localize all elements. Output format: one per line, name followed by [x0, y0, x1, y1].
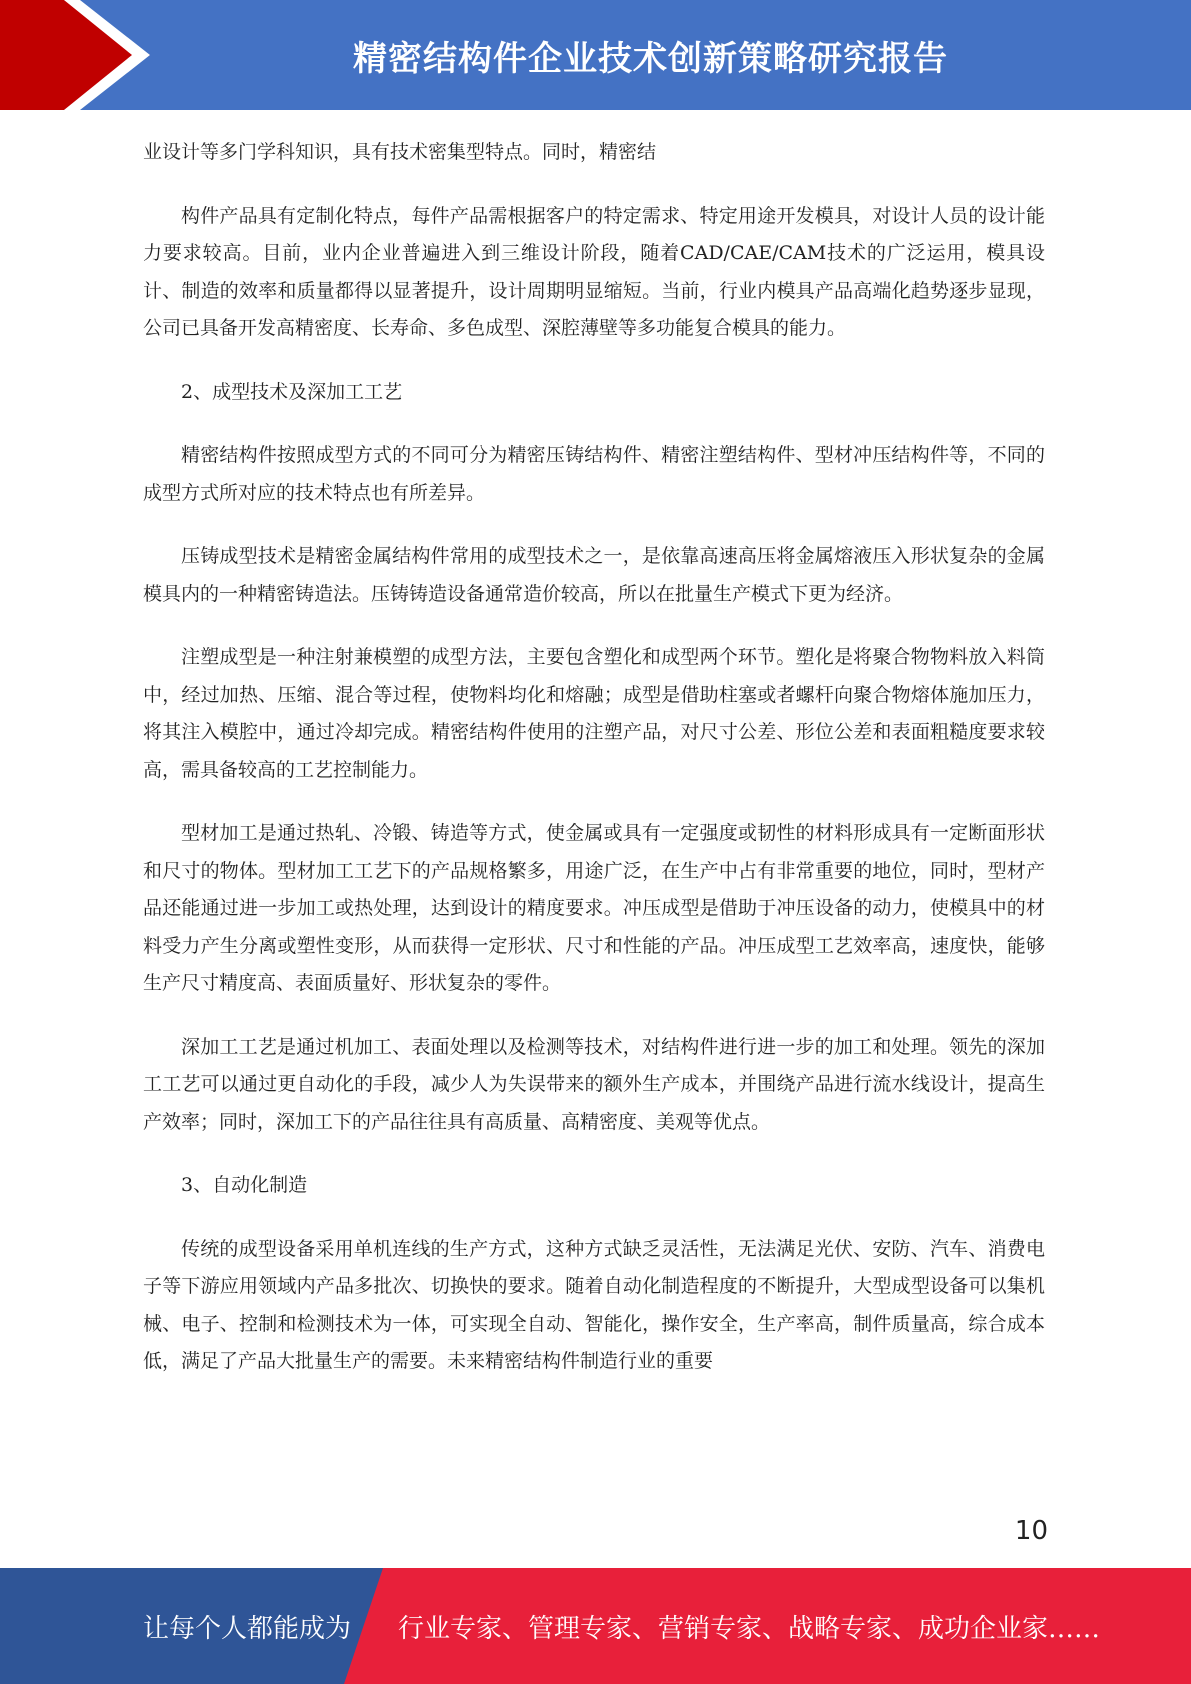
paragraph: 注塑成型是一种注射兼模塑的成型方法，主要包含塑化和成型两个环节。塑化是将聚合物物料放入料筒中，经过加热、压缩、混合等过程，使物料均化和熔融；成型是借助柱塞或者螺杆向聚合物熔体施加压力，将其注入模腔中，通过冷却完成。精密结构件使用的注塑产品，对尺寸公差、形位公差和表面粗糙度要求较高，需具备较高的工艺控制能力。 — [143, 646, 1045, 781]
paragraph: 精密结构件按照成型方式的不同可分为精密压铸结构件、精密注塑结构件、型材冲压结构件等，不同的成型方式所对应的技术特点也有所差异。 — [143, 444, 1045, 504]
footer-slogan-left: 让每个人都能成为 — [143, 1613, 352, 1644]
paragraph-continued: 业设计等多门学科知识，具有技术密集型特点。同时，精密结 — [143, 141, 657, 163]
paragraph: 型材加工是通过热轧、冷锻、铸造等方式，使金属或具有一定强度或韧性的材料形成具有一定断面形状和尺寸的物体。型材加工工艺下的产品规格繁多，用途广泛，在生产中占有非常重要的地位，同时，型材产品还能通过进一步加工或热处理，达到设计的精度要求。冲压成型是借助于冲压设备的动力，使模具中的材料受力产生分离或塑性变形，从而获得一定形状、尺寸和性能的产品。冲压成型工艺效率高，速度快，能够生产尺寸精度高、表面质量好、形状复杂的零件。 — [143, 822, 1045, 994]
section-heading: 2、成型技术及深加工工艺 — [181, 380, 403, 403]
page-header — [0, 0, 1191, 110]
section-heading: 3、自动化制造 — [181, 1174, 308, 1196]
paragraph: 构件产品具有定制化特点，每件产品需根据客户的特定需求、特定用途开发模具，对设计人员的设计能力要求较高。目前，业内企业普遍进入到三维设计阶段，随着CAD/CAE/CAM技术的广泛运用，模具设计、制造的效率和质量都得以显著提升，设计周期明显缩短。当前，行业内模具产品高端化趋势逐步显现，公司已具备开发高精密度、长寿命、多色成型、深腔薄壁等多功能复合模具的能力。 — [143, 204, 1045, 339]
header-arrow-red — [0, 0, 150, 110]
document-body — [143, 134, 1045, 1407]
footer-slogan-right: 行业专家、管理专家、营销专家、战略专家、成功企业家…… — [398, 1613, 1101, 1644]
paragraph: 传统的成型设备采用单机连线的生产方式，这种方式缺乏灵活性，无法满足光伏、安防、汽车、消费电子等下游应用领域内产品多批次、切换快的要求。随着自动化制造程度的不断提升，大型成型设备可以集机械、电子、控制和检测技术为一体，可实现全自动、智能化，操作安全，生产率高，制件质量高，综合成本低，满足了产品大批量生产的需要。未来精密结构件制造行业的重要 — [143, 1237, 1045, 1372]
page-number: 10 — [1014, 1516, 1048, 1546]
page-footer — [0, 1568, 1191, 1684]
document-title: 精密结构件企业技术创新策略研究报告 — [353, 38, 948, 79]
paragraph: 深加工工艺是通过机加工、表面处理以及检测等技术，对结构件进行进一步的加工和处理。领先的深加工工艺可以通过更自动化的手段，减少人为失误带来的额外生产成本，并围绕产品进行流水线设计，提高生产效率；同时，深加工下的产品往往具有高质量、高精密度、美观等优点。 — [143, 1035, 1045, 1133]
paragraph: 压铸成型技术是精密金属结构件常用的成型技术之一，是依靠高速高压将金属熔液压入形状复杂的金属模具内的一种精密铸造法。压铸铸造设备通常造价较高，所以在批量生产模式下更为经济。 — [143, 545, 1045, 605]
